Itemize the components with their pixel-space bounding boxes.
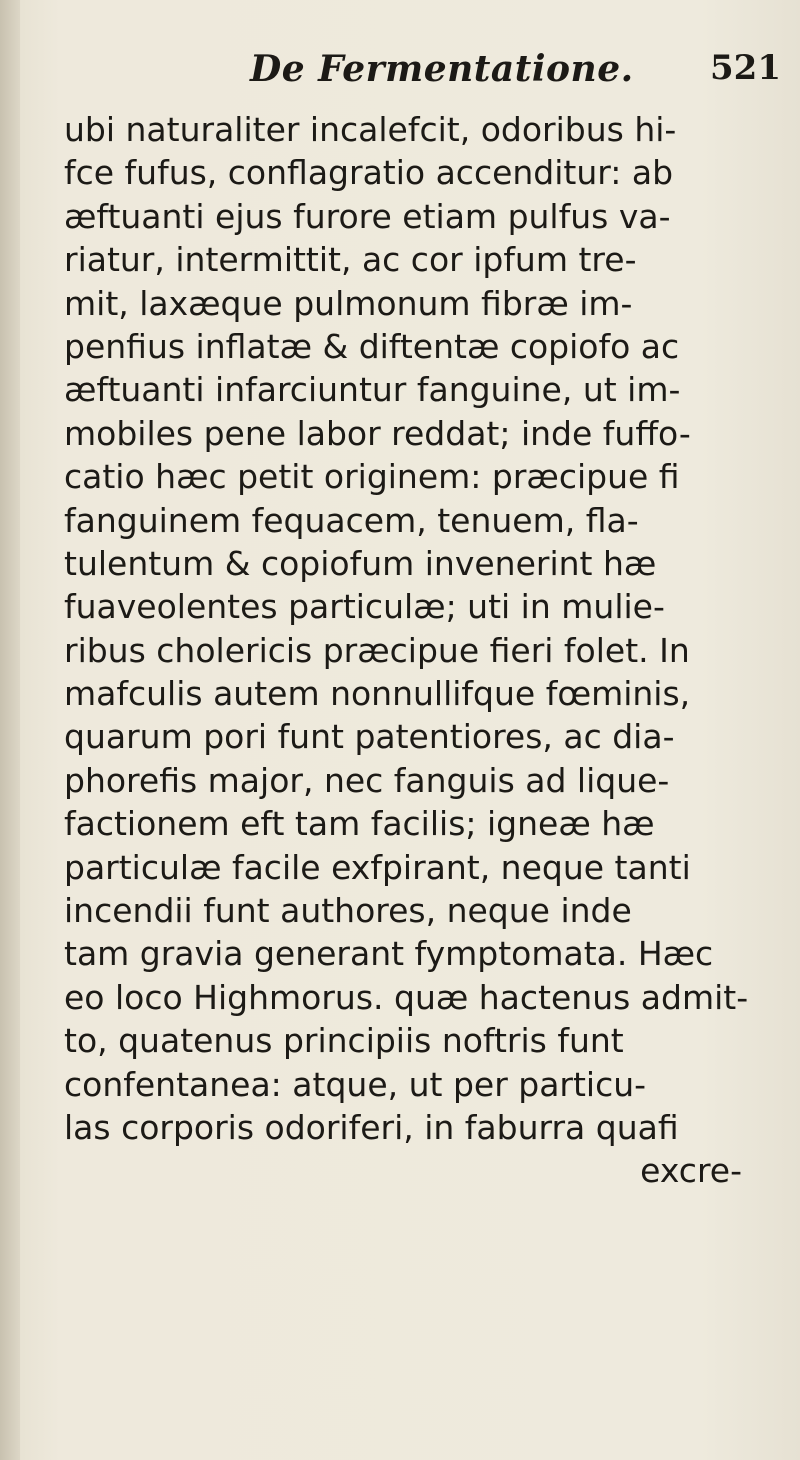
text-line: mafculis autem nonnullifque fœminis, [64, 674, 691, 714]
catchword: excre- [640, 1151, 742, 1191]
text-line: to, quatenus principiis noftris funt [64, 1021, 624, 1061]
text-line: penfius inflatæ & diftentæ copiofo ac [64, 326, 680, 366]
text-line: factionem eft tam facilis; igneæ hæ [64, 804, 655, 844]
text-line: mit, laxæque pulmonum fibræ im- [64, 283, 633, 323]
text-line: fuaveolentes particulæ; uti in mulie- [64, 587, 665, 627]
text-line: fanguinem fequacem, tenuem, fla- [64, 500, 639, 540]
text-line: tam gravia generant fymptomata. Hæc [64, 934, 714, 974]
text-line: phorefis major, nec fanguis ad lique- [64, 760, 670, 800]
text-line: particulæ facile exfpirant, neque tanti [64, 847, 691, 887]
text-line: quarum pori funt patentiores, ac dia- [64, 717, 675, 757]
text-line: confentanea: atque, ut per particu- [64, 1064, 647, 1104]
text-line: æftuanti infarciuntur fanguine, ut im- [64, 370, 681, 410]
text-line: catio hæc petit originem: præcipue fi [64, 457, 680, 497]
text-line: incendii funt authores, neque inde [64, 891, 632, 931]
body-text [64, 108, 794, 1193]
text-line: eo loco Highmorus. quæ hactenus admit- [64, 977, 749, 1017]
page-header [0, 40, 800, 100]
running-head: De Fermentatione. [250, 48, 634, 90]
text-line: las corporis odoriferi, in faburra quafi [64, 1107, 679, 1147]
text-line: mobiles pene labor reddat; inde fuffo- [64, 413, 691, 453]
text-line: ribus cholericis præcipue fieri folet. In [64, 630, 690, 670]
text-line: æftuanti ejus furore etiam pulfus va- [64, 196, 671, 236]
text-line: ubi naturaliter incalefcit, odoribus hi- [64, 110, 677, 149]
page-gutter [0, 0, 20, 1460]
text-line: riatur, intermittit, ac cor ipfum tre- [64, 240, 637, 280]
text-line: tulentum & copiofum invenerint hæ [64, 543, 657, 583]
text-line: fce fufus, conflagratio accenditur: ab [64, 153, 674, 193]
page-number: 521 [710, 48, 781, 88]
